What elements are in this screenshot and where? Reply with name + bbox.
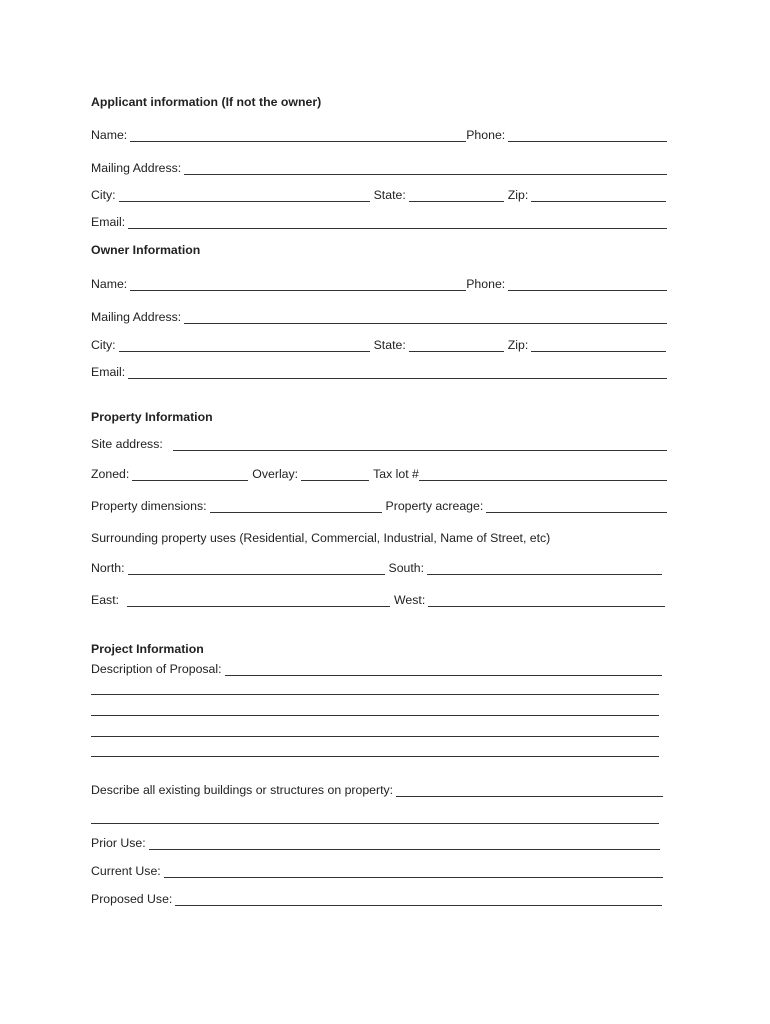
project-proposed-label: Proposed Use: bbox=[91, 892, 173, 906]
applicant-city-row bbox=[91, 188, 666, 203]
project-prior-label: Prior Use: bbox=[91, 836, 146, 850]
owner-email-field[interactable] bbox=[128, 365, 667, 379]
owner-zip-label: Zip: bbox=[507, 338, 529, 352]
applicant-state-field[interactable] bbox=[409, 188, 504, 202]
project-description-line-2[interactable] bbox=[91, 694, 659, 695]
project-current-row bbox=[91, 864, 663, 879]
property-east-field[interactable] bbox=[127, 593, 390, 607]
property-dimensions-row bbox=[91, 499, 667, 514]
applicant-email-row bbox=[91, 215, 667, 230]
applicant-mailing-row bbox=[91, 161, 667, 176]
project-current-field[interactable] bbox=[164, 864, 663, 878]
applicant-city-label: City: bbox=[91, 188, 116, 202]
project-proposed-field[interactable] bbox=[175, 892, 662, 906]
property-heading: Property Information bbox=[91, 410, 213, 424]
project-heading: Project Information bbox=[91, 642, 204, 656]
property-zoned-label: Zoned: bbox=[91, 467, 130, 481]
applicant-phone-field[interactable] bbox=[508, 128, 667, 142]
property-acreage-label: Property acreage: bbox=[385, 499, 484, 513]
property-taxlot-field[interactable] bbox=[419, 467, 667, 481]
property-surrounding-text: Surrounding property uses (Residential, Commercial, Industrial, Name of Street, etc) bbox=[91, 531, 551, 545]
owner-zip-field[interactable] bbox=[531, 338, 666, 352]
property-south-label: South: bbox=[388, 561, 425, 575]
owner-name-row bbox=[91, 277, 667, 292]
project-description-label: Description of Proposal: bbox=[91, 662, 222, 676]
applicant-name-field[interactable] bbox=[130, 128, 466, 142]
property-dimensions-label: Property dimensions: bbox=[91, 499, 207, 513]
applicant-heading: Applicant information (If not the owner) bbox=[91, 95, 322, 109]
property-overlay-label: Overlay: bbox=[252, 467, 299, 481]
owner-mailing-field[interactable] bbox=[184, 310, 667, 324]
owner-email-label: Email: bbox=[91, 365, 126, 379]
applicant-zip-label: Zip: bbox=[507, 188, 529, 202]
project-existing-row bbox=[91, 783, 663, 798]
applicant-email-field[interactable] bbox=[128, 215, 667, 229]
property-dimensions-field[interactable] bbox=[210, 499, 382, 513]
project-existing-field[interactable] bbox=[396, 783, 663, 797]
owner-email-row bbox=[91, 365, 667, 380]
owner-city-label: City: bbox=[91, 338, 116, 352]
owner-mailing-row bbox=[91, 310, 667, 325]
property-acreage-field[interactable] bbox=[486, 499, 667, 513]
applicant-mailing-label: Mailing Address: bbox=[91, 161, 182, 175]
owner-heading: Owner Information bbox=[91, 243, 201, 257]
property-east-label: East: bbox=[91, 593, 120, 607]
owner-city-row bbox=[91, 338, 666, 353]
property-west-label: West: bbox=[394, 593, 426, 607]
project-description-field[interactable] bbox=[225, 662, 662, 676]
property-east-west-row bbox=[91, 593, 665, 608]
owner-city-field[interactable] bbox=[119, 338, 370, 352]
owner-state-field[interactable] bbox=[409, 338, 504, 352]
property-north-field[interactable] bbox=[128, 561, 385, 575]
property-overlay-field[interactable] bbox=[301, 467, 369, 481]
applicant-email-label: Email: bbox=[91, 215, 126, 229]
owner-state-label: State: bbox=[373, 338, 406, 352]
project-existing-line-2[interactable] bbox=[91, 823, 659, 824]
applicant-name-row bbox=[91, 128, 667, 143]
project-description-line-3[interactable] bbox=[91, 715, 659, 716]
project-description-line-4[interactable] bbox=[91, 736, 659, 737]
applicant-zip-field[interactable] bbox=[531, 188, 666, 202]
property-west-field[interactable] bbox=[428, 593, 665, 607]
project-current-label: Current Use: bbox=[91, 864, 161, 878]
property-south-field[interactable] bbox=[427, 561, 662, 575]
project-prior-field[interactable] bbox=[149, 836, 660, 850]
property-site-field[interactable] bbox=[173, 437, 667, 451]
applicant-phone-label: Phone: bbox=[466, 128, 506, 142]
applicant-state-label: State: bbox=[373, 188, 406, 202]
owner-name-field[interactable] bbox=[130, 277, 466, 291]
project-prior-row bbox=[91, 836, 660, 851]
property-taxlot-label: Tax lot # bbox=[373, 467, 419, 481]
project-proposed-row bbox=[91, 892, 662, 907]
property-north-south-row bbox=[91, 561, 662, 576]
project-description-line-5[interactable] bbox=[91, 756, 659, 757]
owner-phone-field[interactable] bbox=[508, 277, 667, 291]
property-zoning-row bbox=[91, 467, 667, 482]
owner-phone-label: Phone: bbox=[466, 277, 506, 291]
property-zoned-field[interactable] bbox=[132, 467, 248, 481]
property-site-label: Site address: bbox=[91, 437, 163, 451]
applicant-mailing-field[interactable] bbox=[184, 161, 667, 175]
applicant-name-label: Name: bbox=[91, 128, 128, 142]
applicant-city-field[interactable] bbox=[119, 188, 370, 202]
owner-mailing-label: Mailing Address: bbox=[91, 310, 182, 324]
property-site-row bbox=[91, 437, 667, 452]
project-existing-label: Describe all existing buildings or structures on property: bbox=[91, 783, 394, 797]
owner-name-label: Name: bbox=[91, 277, 128, 291]
property-north-label: North: bbox=[91, 561, 125, 575]
project-description-row bbox=[91, 662, 662, 677]
